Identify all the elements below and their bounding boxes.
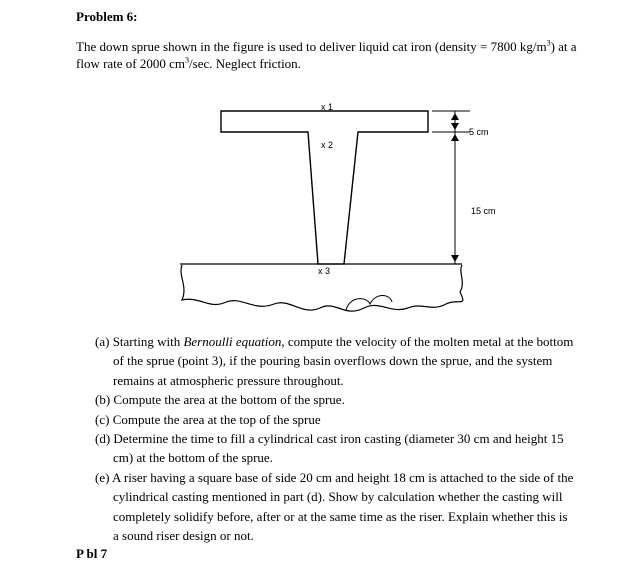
part-label: (e) [95, 469, 110, 485]
part-text: Starting with [112, 334, 184, 349]
part-emphasis: Bernoulli equation [183, 334, 282, 349]
part-label: (d) [95, 431, 111, 447]
exponent-density: 3 [546, 38, 551, 48]
sprue-outline [221, 111, 428, 264]
question-part-a [95, 332, 575, 390]
problem-title: Problem 6: [76, 9, 138, 24]
problem-statement [76, 38, 596, 72]
part-text: A riser having a square base of side 20 cm and height 18 cm is attached to the side of the cylindrical casting mentioned in part (d). Show by calculation whether the casting will completely solidify before, after or at the same time as the riser. Explain whether this is a sound riser design or not. [111, 469, 574, 544]
part-label: (c) [95, 411, 110, 427]
point-1-label: x 1 [321, 102, 334, 112]
arrow-icon [451, 123, 459, 130]
question-part-d [95, 429, 575, 468]
part-label: (a) [95, 334, 110, 349]
arrow-icon [451, 134, 459, 141]
question-part-b [95, 390, 575, 409]
arrow-icon [451, 255, 459, 262]
point-3-label: x 3 [318, 266, 331, 276]
statement-part-2: ) at a flow rate of 2000 cm [76, 39, 577, 71]
part-text: , compute the velocity of the molten metal at the bottom of the sprue (point 3), if the pouring basin overflows down the sprue, and the system remains at atmospheric pressure throughout. [113, 334, 574, 388]
statement-part-1: The down sprue shown in the figure is used to deliver liquid cat iron (density = 7800 kg/m [76, 39, 547, 54]
next-problem-fragment: P bl 7 [76, 546, 108, 561]
dim-15cm-label: 15 cm [471, 206, 496, 216]
part-label: (b) [95, 392, 111, 408]
exponent-flow: 3 [185, 55, 190, 65]
arrow-icon [451, 113, 459, 120]
point-2-label: x 2 [321, 140, 334, 150]
statement-part-3: /sec. Neglect friction. [189, 56, 301, 71]
part-text: Compute the area at the bottom of the sprue. [113, 392, 345, 408]
question-part-e [95, 468, 575, 546]
part-text: Determine the time to fill a cylindrical cast iron casting (diameter 30 cm and height 15 cm) at the bottom of the sprue. [113, 431, 564, 466]
question-part-c [95, 410, 575, 429]
sprue-figure [170, 96, 496, 328]
dim-5cm-label: 5 cm [469, 127, 489, 137]
question-parts [95, 332, 575, 545]
part-text: Compute the area at the top of the sprue [112, 411, 321, 427]
